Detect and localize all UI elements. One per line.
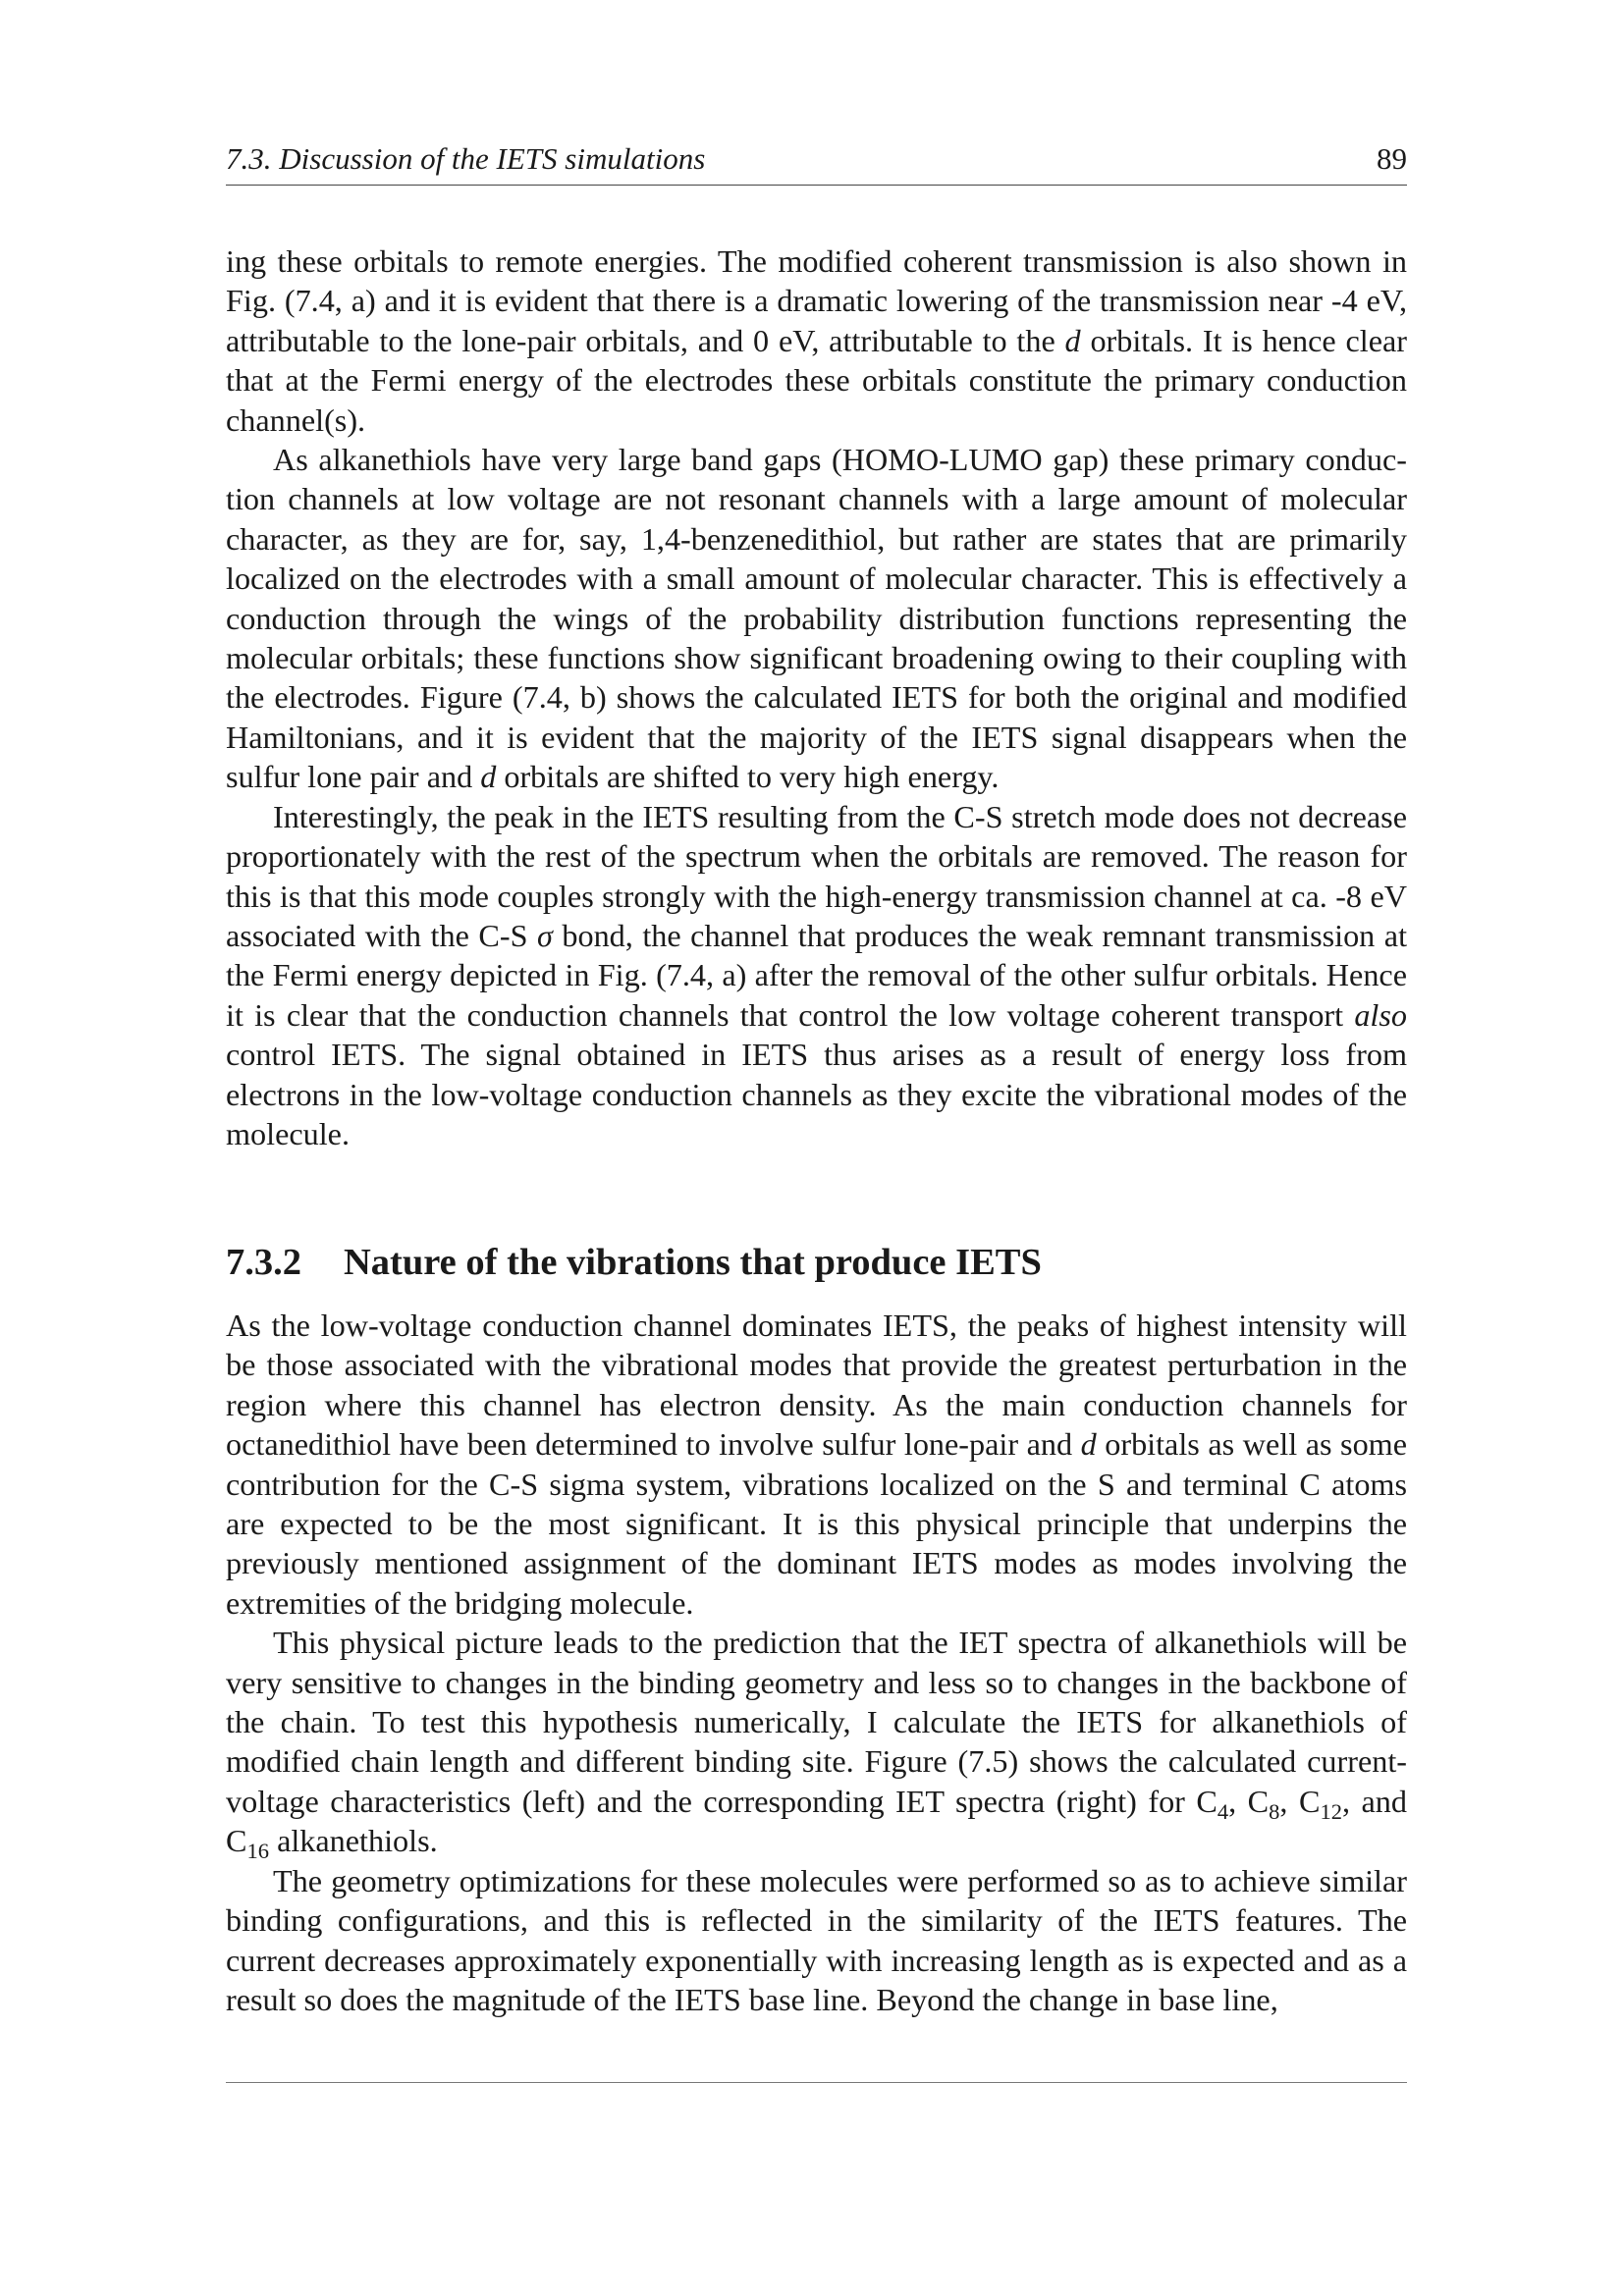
d-orbital-symbol: d — [1080, 1426, 1097, 1463]
d-orbital-symbol: d — [480, 759, 497, 795]
chain-c16: $C_{16}$ — [226, 1823, 270, 1864]
sigma-symbol: σ — [537, 917, 553, 953]
paragraph-6-text-a: The geometry optimizations for these molecules were performed so as to achieve similar binding configurations, and this is reflected in the similarity of the IETS features. The current decreases approximately exponentially with increasing length as is expected and as a result so does the magnitude of the IETS base line. Beyond the change in base line, — [226, 1862, 1407, 2017]
chain-c4: $C_4$ — [1196, 1783, 1229, 1824]
paragraph-1-text-b: orbitals. It is hence clear that at the Fermi energy of the electrodes these orbitals constitute the primary conduction channel(s). — [226, 322, 1407, 438]
running-header — [226, 137, 1407, 181]
paragraph-3 — [226, 797, 1407, 1154]
paragraph-2-text-a: As alkanethiols have very large band gaps (HOMO-LUMO gap) these primary conduction channels at low voltage are not resonant channels with a large amount of molecular character, as they are for, say, 1,4-benzenedithiol, but rather are states that are primarily localized on the electrodes with a small amount of molecular character. This is effectively a conduction through the wings of the probability distribution functions representing the molecular orbitals; these functions show significant broadening owing to their coupling with the electrodes. Figure (7.4, b) shows the calculated IETS for both the original and modified Hamiltonians, and it is evident that the majority of the IETS signal disappears when the sulfur lone pair and — [226, 442, 1407, 795]
paragraph-1-text-a: ing these orbitals to remote energies. The modified coherent transmission is also shown in Fig. (7.4, a) and it is evident that there is a dramatic lowering of the transmission near -4 eV, attributable to the lone-pair orbitals, and 0 eV, attributable to the — [226, 243, 1407, 358]
chain-c8: $C_8$ — [1247, 1783, 1280, 1824]
paragraph-6 — [226, 1861, 1407, 2020]
also-emphasis: also — [1354, 996, 1407, 1033]
paragraph-4-text-a: As the low-voltage conduction channel dominates IETS, the peaks of highest intensity will be those associated with the vibrational modes that provide the greatest perturbation in the region where this channel has electron density. As the main conduction channels for octanedithiol have been determined to involve sulfur lone-pair and — [226, 1308, 1407, 1463]
paragraph-4 — [226, 1306, 1407, 1623]
paragraph-1 — [226, 241, 1407, 440]
d-orbital-symbol: d — [1064, 322, 1081, 358]
paragraph-5-text-a: This physical picture leads to the prediction that the IET spectra of alkanethiols will be very sensitive to changes in the binding geometry and less so to changes in the backbone of the chain. To test this hypothesis numerically, I calculate the IETS for alkanethiols of modified chain length and different binding site. Figure (7.5) shows the calculated current-voltage characteristics (left) and the corresponding IET spectra (right) for — [226, 1625, 1407, 1819]
paragraph-3-text-a: Interestingly, the peak in the IETS resulting from the C-S stretch mode does not decrease proportionately with the rest of the spectrum when the orbitals are removed. The reason for this is that this mode couples strongly with the high-energy transmission channel at ca. -8 eV associated with the C-S — [226, 798, 1407, 953]
header-rule — [226, 185, 1407, 186]
chain-c12: $C_{12}$ — [1298, 1783, 1342, 1824]
paragraph-2-text-b: orbitals are shifted to very high energy. — [496, 759, 1000, 795]
body-text-upper — [226, 241, 1407, 1153]
section-heading — [226, 1239, 1407, 1286]
page-number: 89 — [1377, 141, 1407, 176]
paragraph-5: This physical picture leads to the prediction that the IET spectra of alkanethiols will be very sensitive to changes in the binding geometry and less so to changes in the backbone of the chain. To test this hypothesis numerically, I calculate the IETS for alkanethiols of modified chain length and different binding site. Figure (7.5) shows the calculated current-voltage characteristics (left) and the corresponding IET spectra (right) for $C_4$, $C_8$, $C_{12}$, and $C_{16}$ alkanethiols. — [226, 1625, 1407, 1864]
paragraph-3-text-c: control IETS. The signal obtained in IETS thus arises as a result of energy loss from electrons in the low-voltage conduction channels as they excite the vibrational modes of the molecule. — [226, 1037, 1407, 1151]
section-number: 7.3.2 — [226, 1242, 301, 1283]
chapter-title: 7.3. Discussion of the IETS simulations — [226, 141, 706, 176]
section-title: Nature of the vibrations that produce IETS — [344, 1242, 1042, 1283]
paragraph-4-text-b: orbitals as well as some contribution for the C-S sigma system, vibrations localized on the S and terminal C atoms are expected to be the most significant. It is this physical principle that underpins the previously mentioned assignment of the dominant IETS modes as modes involving the extremities of the bridging molecule. — [226, 1426, 1408, 1621]
body-text-lower — [226, 1306, 1407, 2019]
paragraph-5-text-b: alkanethiols. — [269, 1823, 438, 1859]
paragraph-2 — [226, 440, 1407, 797]
footer-rule — [226, 2082, 1407, 2083]
paragraph-3-text-b: bond, the channel that produces the weak remnant transmission at the Fermi energy depicted in Fig. (7.4, a) after the removal of the other sulfur orbitals. Hence it is clear that the conduction channels that control the low voltage coherent transport — [226, 917, 1408, 1033]
